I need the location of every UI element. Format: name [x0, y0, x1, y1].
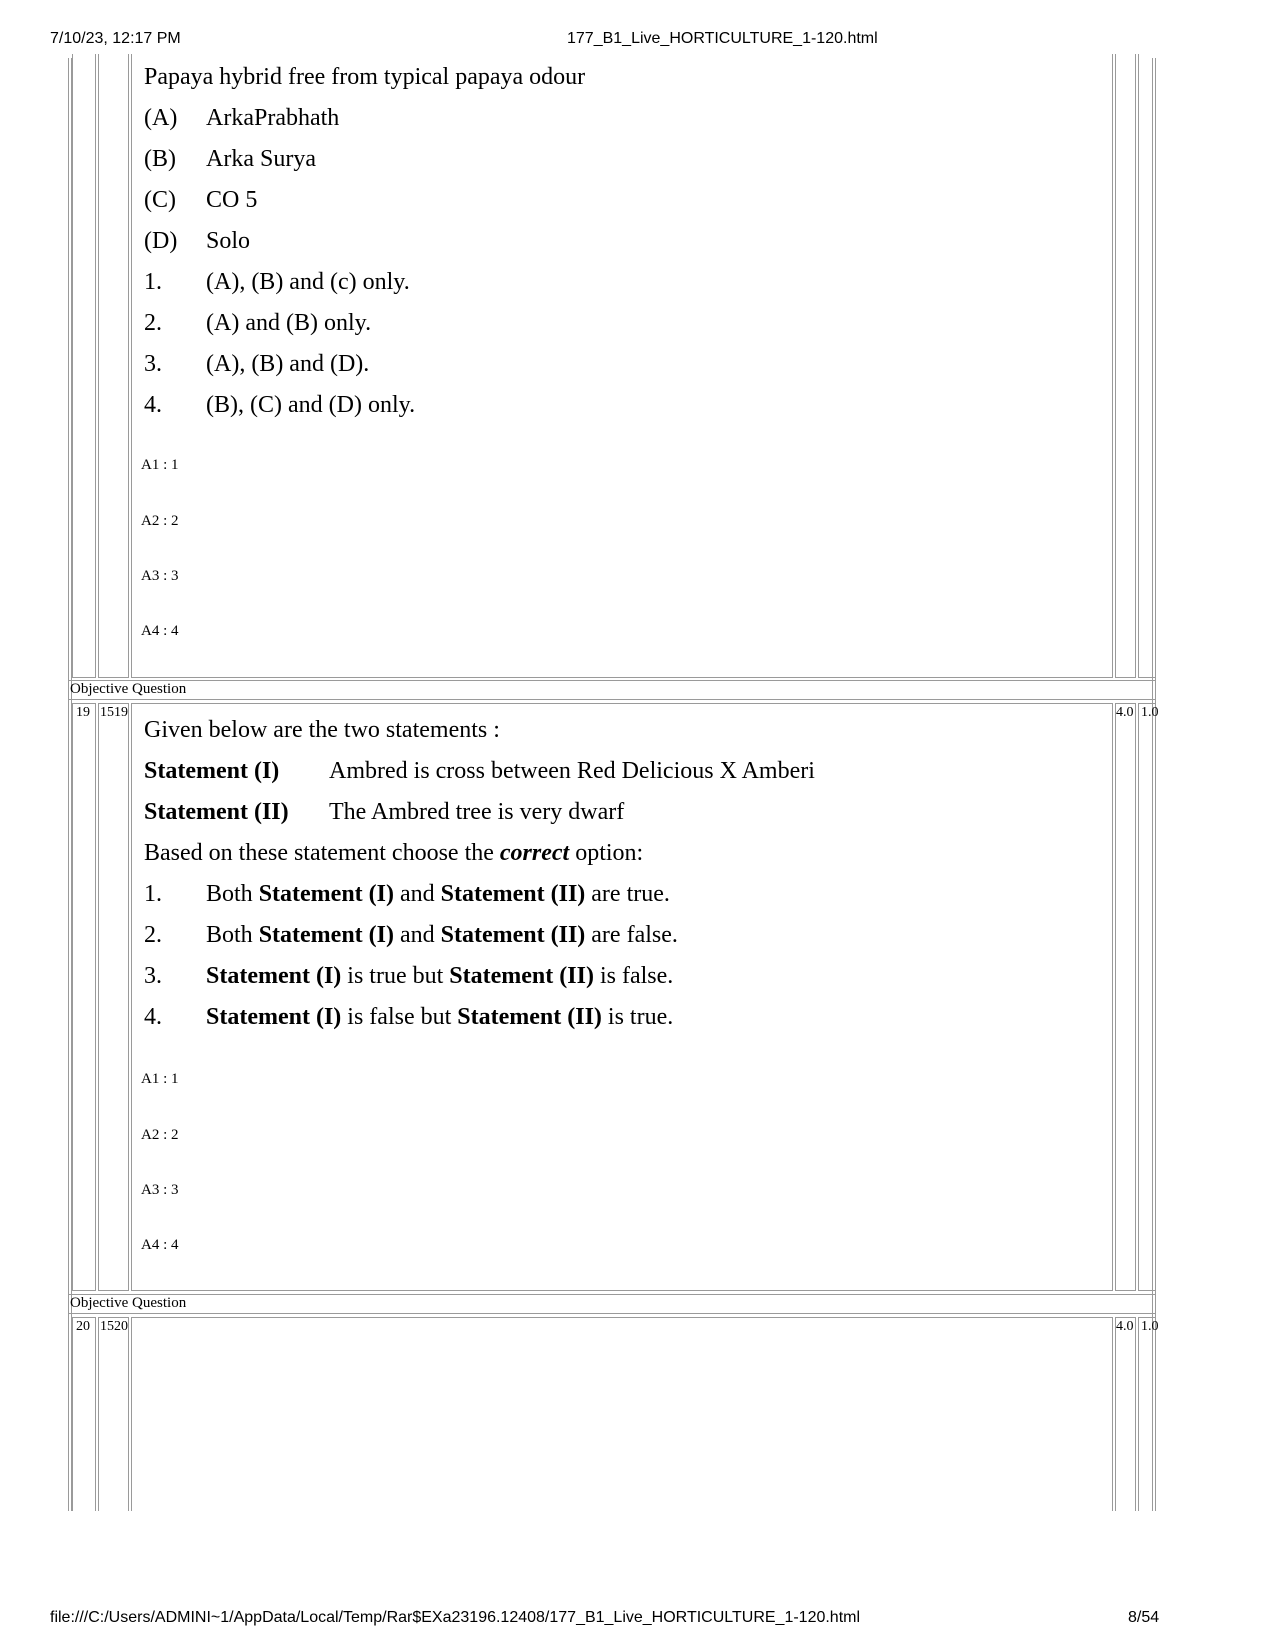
option-label: 1. — [144, 269, 162, 295]
q20-neg: 1.0 — [1141, 1319, 1159, 1334]
q19-body-cell — [131, 703, 1113, 1291]
print-file-path: file:///C:/Users/ADMINI~1/AppData/Local/Temp/Rar$EXa23196.12408/177_B1_Live_HORTICULTURE_1-120.html — [50, 1609, 861, 1626]
item-text: CO 5 — [206, 187, 258, 213]
instruction-text: Based on these statement choose the — [144, 840, 500, 866]
print-datetime: 7/10/23, 12:17 PM — [50, 30, 181, 47]
q20-marks-cell — [1115, 1317, 1136, 1511]
item-text: ArkaPrabhath — [206, 105, 340, 131]
q20-sno-cell — [72, 1317, 96, 1511]
q19-marks-cell — [1115, 703, 1136, 1291]
q19-marks: 4.0 — [1116, 705, 1134, 720]
row-divider — [68, 1294, 1156, 1295]
q18-neg-cell — [1138, 54, 1156, 678]
option-text: and — [393, 922, 441, 948]
option-text: is false. — [593, 963, 674, 989]
option-bold: Statement (I) — [206, 963, 342, 989]
q20-qid: 1520 — [100, 1319, 128, 1334]
q18-answer-3: A3 : 3 — [141, 568, 179, 584]
q18-sno-cell — [72, 54, 96, 678]
q20-marks: 4.0 — [1116, 1319, 1134, 1334]
option-text: Both — [206, 922, 259, 948]
q18-answer-2: A2 : 2 — [141, 513, 179, 529]
option-text: are true. — [585, 881, 670, 907]
option-label: 1. — [144, 881, 162, 907]
q18-item-d — [144, 228, 250, 255]
q18-stem: Papaya hybrid free from typical papaya odour — [144, 64, 586, 90]
q18-option-3 — [144, 351, 369, 378]
q19-option-4 — [144, 1004, 673, 1031]
q19-option-3 — [144, 963, 673, 990]
option-text: (B), (C) and (D) only. — [206, 392, 416, 418]
section-label: Objective Question — [70, 681, 187, 697]
q18-item-c — [144, 187, 257, 214]
q18-option-1 — [144, 269, 410, 296]
statement-label: Statement (II) — [144, 799, 289, 825]
row-divider — [68, 1313, 1156, 1314]
option-text: are false. — [585, 922, 678, 948]
q18-marks-cell — [1115, 54, 1136, 678]
print-doc-title: 177_B1_Live_HORTICULTURE_1-120.html — [567, 30, 878, 47]
print-page-number: 8/54 — [1128, 1609, 1160, 1626]
q19-answer-2: A2 : 2 — [141, 1127, 179, 1143]
q19-stem: Given below are the two statements : — [144, 717, 500, 743]
item-text: Solo — [206, 228, 251, 254]
q19-option-2 — [144, 922, 678, 949]
q19-neg-cell — [1138, 703, 1159, 1291]
q18-item-a — [144, 105, 339, 132]
option-bold: Statement (I) — [258, 922, 394, 948]
option-label: 2. — [144, 922, 162, 948]
section-label: Objective Question — [70, 1295, 187, 1311]
row-divider — [68, 699, 1156, 700]
option-bold: Statement (II) — [440, 922, 586, 948]
q20-body-cell — [131, 1317, 1113, 1511]
q18-item-b — [144, 146, 316, 173]
q19-sno-cell — [72, 703, 96, 1291]
q19-answer-3: A3 : 3 — [141, 1182, 179, 1198]
option-label: 3. — [144, 963, 162, 989]
option-label: 4. — [144, 392, 162, 418]
q19-qid-cell — [98, 703, 129, 1291]
q18-option-2 — [144, 310, 371, 337]
q19-qid: 1519 — [100, 705, 128, 720]
option-text: and — [393, 881, 441, 907]
option-text: is false but — [341, 1004, 458, 1030]
item-label: (D) — [144, 228, 178, 254]
q19-answer-4: A4 : 4 — [141, 1237, 179, 1253]
option-bold: Statement (II) — [457, 1004, 602, 1030]
q20-qid-cell — [98, 1317, 129, 1511]
option-label: 3. — [144, 351, 162, 377]
option-text: is true but — [341, 963, 450, 989]
statement-text: Ambred is cross between Red Delicious X Amberi — [329, 758, 815, 784]
option-bold: Statement (II) — [440, 881, 586, 907]
option-bold: Statement (I) — [258, 881, 394, 907]
item-label: (C) — [144, 187, 176, 213]
option-text: (A), (B) and (c) only. — [206, 269, 410, 295]
q19-answer-1: A1 : 1 — [141, 1071, 179, 1087]
q18-answer-1: A1 : 1 — [141, 457, 179, 473]
q19-neg: 1.0 — [1141, 705, 1159, 720]
option-bold: Statement (I) — [206, 1004, 342, 1030]
option-text: (A) and (B) only. — [206, 310, 372, 336]
option-label: 4. — [144, 1004, 162, 1030]
q20-neg-cell — [1138, 1317, 1159, 1511]
q19-instruction — [144, 840, 643, 867]
q19-sno: 19 — [76, 705, 90, 720]
q19-option-1 — [144, 881, 670, 908]
statement-label: Statement (I) — [144, 758, 280, 784]
q19-statement-1 — [144, 758, 815, 785]
item-text: Arka Surya — [206, 146, 316, 172]
q18-qid-cell — [98, 54, 129, 678]
option-text: is true. — [601, 1004, 674, 1030]
q19-statement-2 — [144, 799, 624, 826]
instruction-emphasis: correct — [499, 840, 570, 866]
q18-answer-4: A4 : 4 — [141, 623, 179, 639]
statement-text: The Ambred tree is very dwarf — [329, 799, 625, 825]
instruction-text-end: option: — [569, 840, 644, 866]
item-label: (B) — [144, 146, 176, 172]
option-bold: Statement (II) — [449, 963, 594, 989]
option-text: (A), (B) and (D). — [206, 351, 370, 377]
item-label: (A) — [144, 105, 178, 131]
option-text: Both — [206, 881, 259, 907]
q18-option-4 — [144, 392, 415, 419]
q20-sno: 20 — [76, 1319, 90, 1334]
option-label: 2. — [144, 310, 162, 336]
row-divider — [68, 680, 1156, 681]
